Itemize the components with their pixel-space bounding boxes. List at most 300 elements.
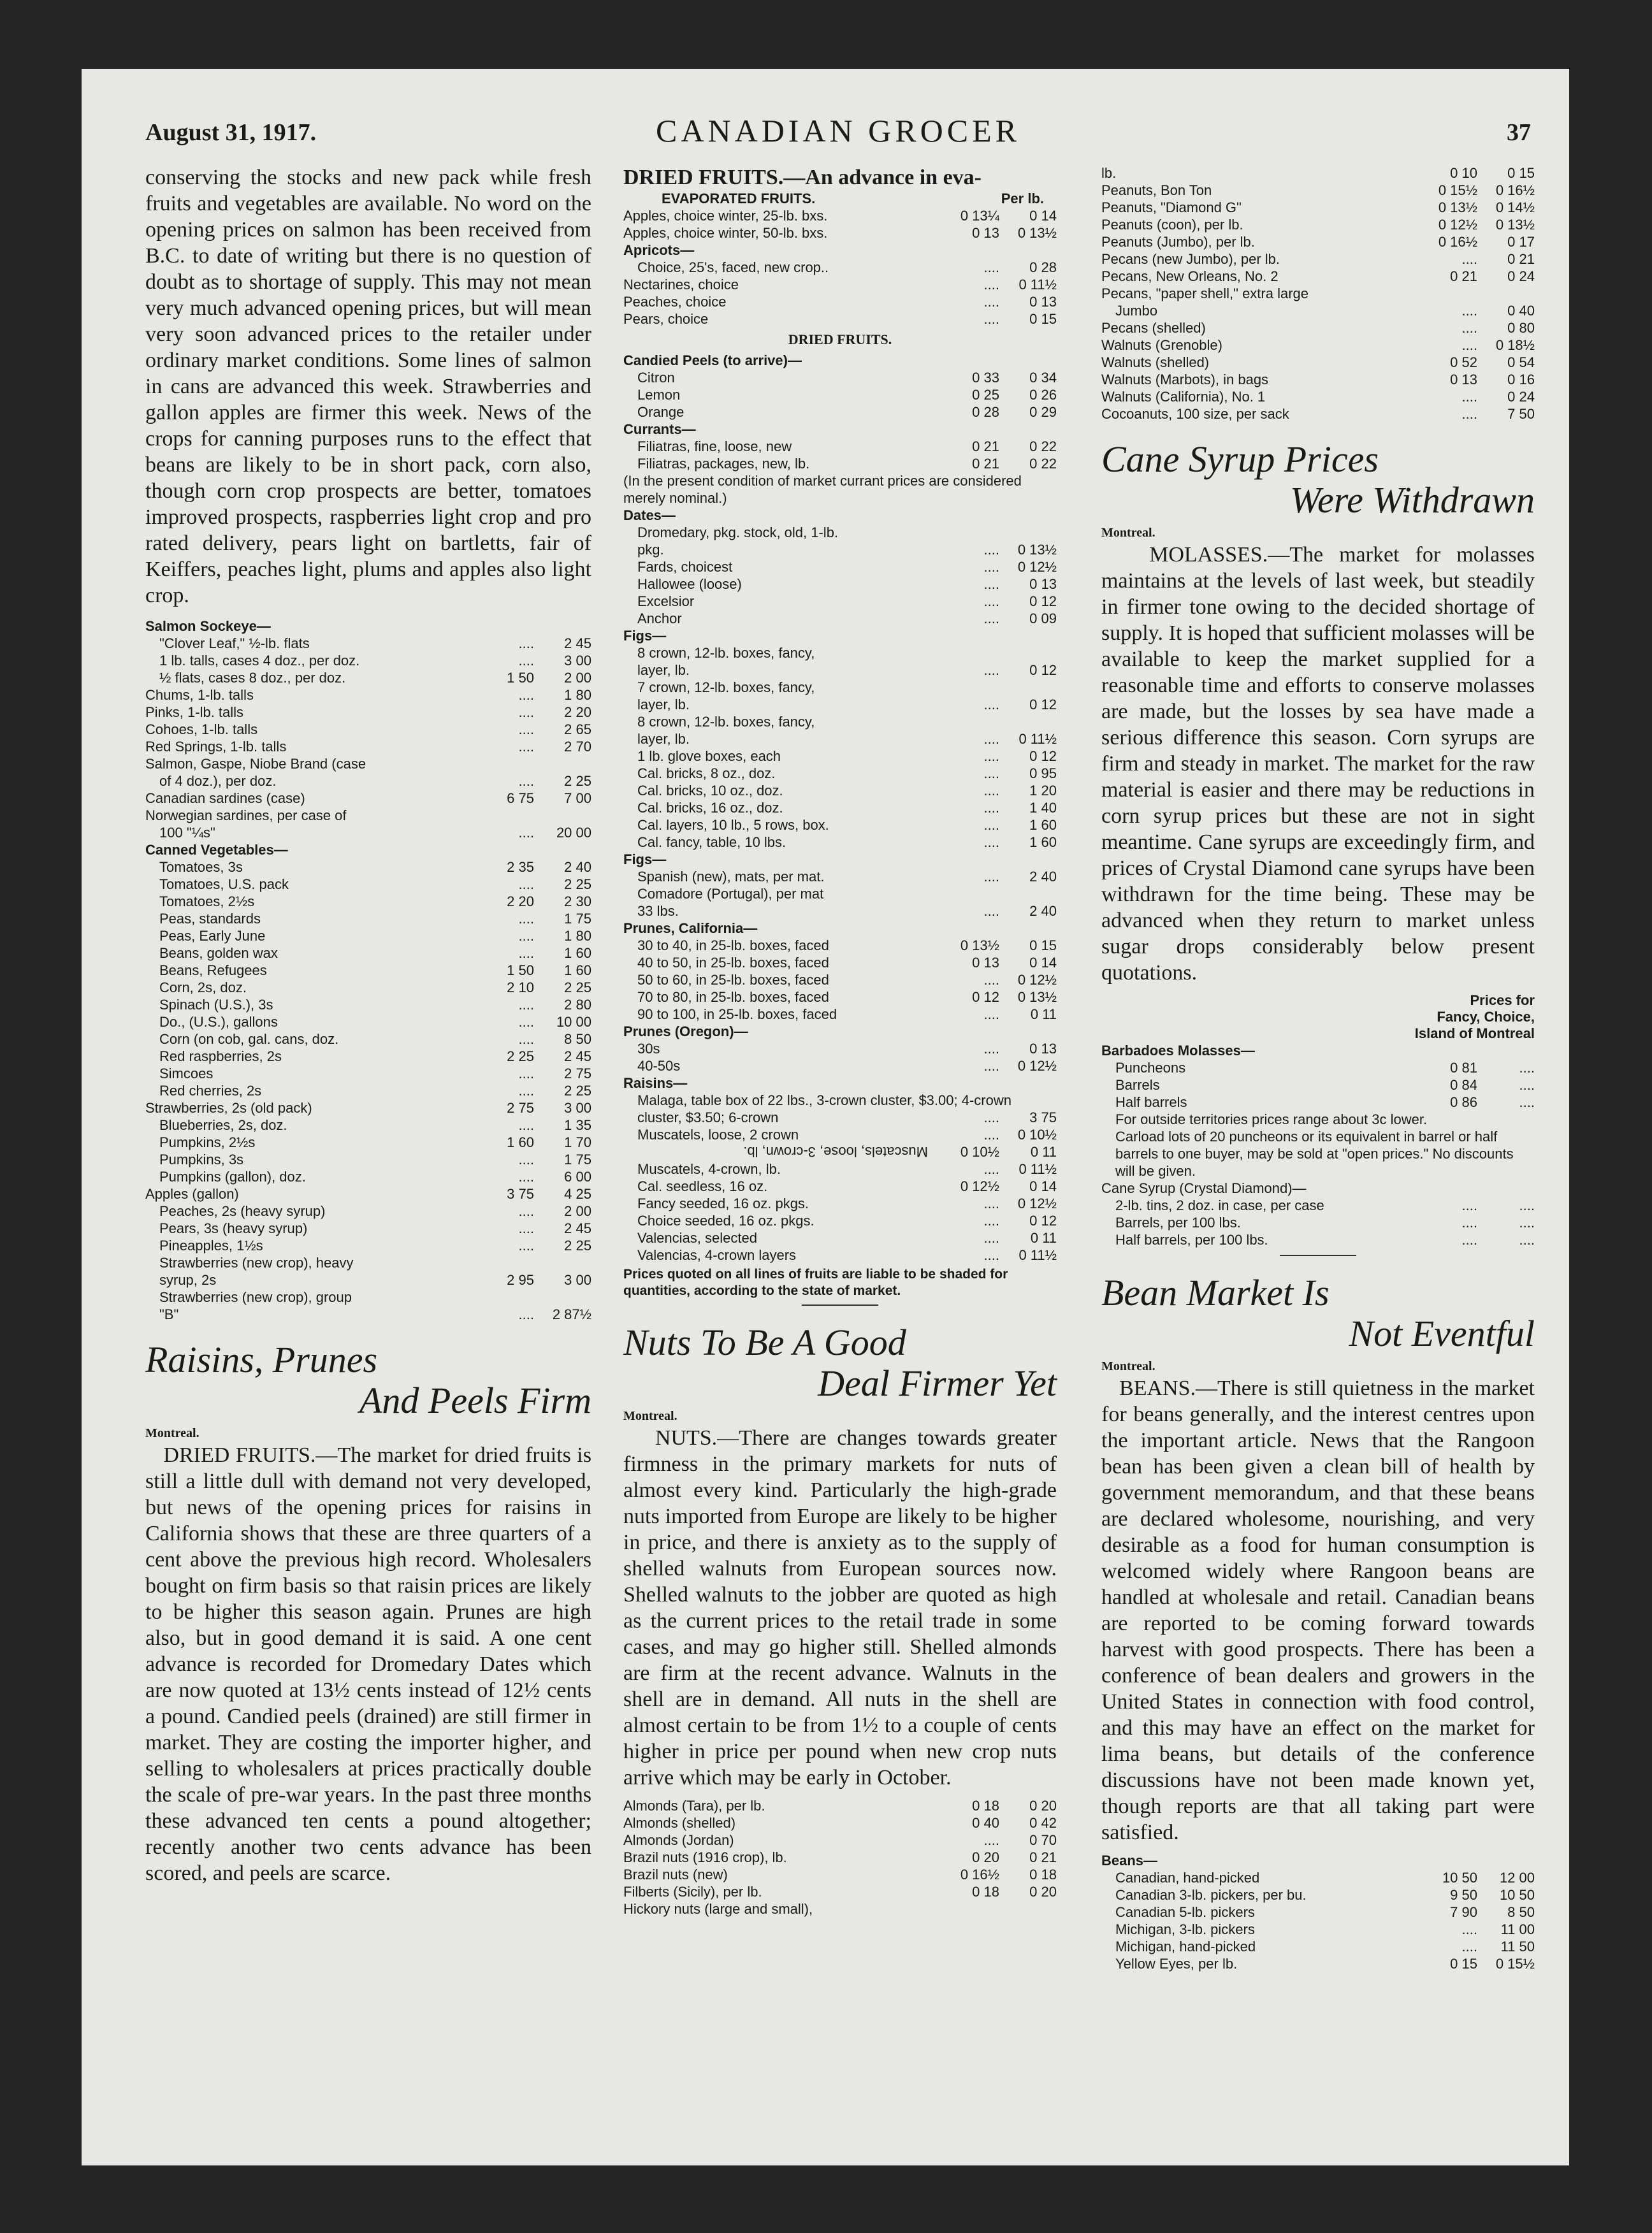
price-low: .... <box>518 1152 534 1167</box>
item-name: Cal. seedless, 16 oz. <box>637 1178 768 1194</box>
dried-fruits-price-list <box>623 352 1057 1264</box>
price-high <box>999 524 1057 541</box>
price-row <box>145 669 591 686</box>
item-name: Pinks, 1-lb. talls <box>145 704 244 720</box>
item-name: Apples (gallon) <box>145 1186 239 1202</box>
price-high: 11 50 <box>1500 1939 1535 1955</box>
price-low: .... <box>983 1247 999 1263</box>
item-name: Brazil nuts (1916 crop), lb. <box>623 1849 787 1865</box>
price-row <box>623 1212 1057 1229</box>
item-name: Yellow Eyes, per lb. <box>1115 1956 1238 1972</box>
item-name: Pecans (shelled) <box>1101 320 1206 336</box>
item-name: Peaches, 2s (heavy syrup) <box>159 1203 326 1219</box>
price-low <box>942 885 999 902</box>
price-high <box>999 1900 1057 1918</box>
price-high: 0 29 <box>1029 404 1057 420</box>
price-row <box>145 790 591 807</box>
price-row <box>145 652 591 669</box>
nuts-price-list <box>623 1797 1057 1918</box>
price-high: 0 11 <box>1030 1230 1057 1246</box>
nuts-article: NUTS.—There are changes towards greater firmness in the primary markets for nuts of almost every kind. Particularly the high-grade nuts imported from Europe are likely to be higher in price, and there is anxiety as to the supply of shelled walnuts from European sources now. Shelled walnuts to the jobber are quoted as high as the current prices to the retail trade in some cases, and may go higher still. Shelled almonds are firm at the recent advance. Walnuts in the shell are in demand. All nuts in the shell are almost certain to be from 1½ to a couple of cents higher in price per pound when new crop nuts arrive which may be early in October. <box>623 1426 1057 1789</box>
item-name: Peanuts, Bon Ton <box>1101 182 1212 198</box>
item-name: Malaga, table box of 22 lbs., 3-crown cluster, $3.00; 4-crown <box>637 1092 1011 1108</box>
price-low: 0 13½ <box>1438 199 1477 215</box>
price-low: 0 21 <box>972 456 999 472</box>
price-high: 0 13½ <box>1017 225 1057 241</box>
divider <box>802 1304 878 1306</box>
item-name: Carload lots of 20 puncheons or its equivalent in barrel or half barrels to one buyer, may be sold at "open prices." No discounts will be given. <box>1115 1129 1514 1179</box>
price-low: .... <box>983 1127 999 1143</box>
price-row <box>1101 354 1535 371</box>
price-low: 2 75 <box>507 1100 534 1116</box>
price-row <box>623 816 1057 834</box>
item-name: Hickory nuts (large and small), <box>623 1901 813 1917</box>
price-high: .... <box>1519 1232 1535 1248</box>
evaporated-fruits-heading: EVAPORATED FRUITS. <box>662 191 816 206</box>
item-name: Half barrels, per 100 lbs. <box>1115 1232 1268 1248</box>
price-low: 0 40 <box>972 1815 999 1831</box>
price-high: 0 12½ <box>1017 1058 1057 1074</box>
price-high: 0 21 <box>1507 251 1535 267</box>
item-name: Prunes (Oregon)— <box>623 1023 748 1039</box>
price-high: 0 11 <box>1030 1006 1057 1022</box>
item-name: Walnuts (shelled) <box>1101 354 1210 370</box>
price-low: 0 18 <box>972 1884 999 1900</box>
price-low: .... <box>1461 251 1477 267</box>
price-note: Prices quoted on all lines of fruits are liable to be shaded for quantities, according to the state of market. <box>623 1267 1008 1298</box>
price-low: .... <box>983 731 999 747</box>
price-high: 2 30 <box>564 893 591 909</box>
price-high: 0 15½ <box>1495 1956 1535 1972</box>
price-row <box>623 644 1057 661</box>
price-high: 0 20 <box>1029 1798 1057 1814</box>
price-high: 4 25 <box>564 1186 591 1202</box>
price-row <box>623 696 1057 713</box>
item-name: Nectarines, choice <box>623 277 739 293</box>
price-row <box>1101 182 1535 199</box>
price-high: 8 50 <box>1507 1904 1535 1920</box>
price-row <box>145 618 591 635</box>
price-low: 0 16½ <box>960 1867 999 1883</box>
item-name: Almonds (Tara), per lb. <box>623 1798 765 1814</box>
price-row <box>623 524 1057 541</box>
price-low: .... <box>983 1161 999 1177</box>
price-row <box>623 834 1057 851</box>
item-name: 70 to 80, in 25-lb. boxes, faced <box>637 989 829 1005</box>
price-row <box>623 1797 1057 1814</box>
price-low: .... <box>1461 320 1477 336</box>
price-high: 0 12 <box>1029 1213 1057 1229</box>
item-name: Spinach (U.S.), 3s <box>159 997 273 1013</box>
price-high: 1 80 <box>564 687 591 703</box>
price-low: 7 90 <box>1450 1904 1477 1920</box>
price-high: 20 00 <box>556 825 591 841</box>
item-name: Filberts (Sicily), per lb. <box>623 1884 762 1900</box>
price-row <box>623 403 1057 421</box>
newspaper-page <box>82 69 1569 2165</box>
item-name: Walnuts (California), No. 1 <box>1101 389 1266 405</box>
item-name: Pecans, New Orleans, No. 2 <box>1101 268 1279 284</box>
price-low <box>942 627 999 644</box>
price-row <box>145 1013 591 1030</box>
item-name: Apples, choice winter, 50-lb. bxs. <box>623 225 828 241</box>
price-low: .... <box>983 697 999 712</box>
price-row <box>623 1883 1057 1900</box>
dateline: Montreal. <box>1101 1359 1156 1373</box>
price-high: 2 25 <box>564 1238 591 1254</box>
price-high: 7 50 <box>1507 406 1535 422</box>
item-name: Chums, 1-lb. talls <box>145 687 254 703</box>
item-name: Cane Syrup (Crystal Diamond)— <box>1101 1180 1307 1196</box>
price-high: 2 70 <box>564 739 591 755</box>
price-row <box>623 276 1057 293</box>
price-low: 0 33 <box>972 370 999 386</box>
price-row <box>623 352 1057 369</box>
price-low: 0 25 <box>972 387 999 403</box>
item-name: Cohoes, 1-lb. talls <box>145 721 258 737</box>
price-row <box>1101 1197 1535 1214</box>
dried-fruits-subheading: DRIED FRUITS. <box>788 331 892 347</box>
item-name: Orange <box>637 404 685 420</box>
price-high: 0 26 <box>1029 387 1057 403</box>
price-high: 2 40 <box>1029 869 1057 885</box>
price-low <box>942 1023 999 1040</box>
price-row <box>145 1099 591 1116</box>
price-row <box>1101 1128 1535 1180</box>
price-high: 1 20 <box>1029 783 1057 799</box>
price-row <box>1101 1869 1535 1886</box>
price-row <box>1101 233 1535 250</box>
price-row <box>145 996 591 1013</box>
price-high: 0 12 <box>1029 748 1057 764</box>
price-row <box>623 971 1057 988</box>
price-low <box>942 524 999 541</box>
price-row <box>145 1271 591 1289</box>
item-name: Red cherries, 2s <box>159 1083 262 1099</box>
item-name: Tomatoes, 2½s <box>159 893 255 909</box>
price-row <box>1101 1059 1535 1076</box>
price-row <box>1101 1852 1535 1869</box>
price-row <box>145 910 591 927</box>
item-name: of 4 doz.), per doz. <box>159 773 277 789</box>
item-name: Anchor <box>637 611 682 626</box>
item-name: 40 to 50, in 25-lb. boxes, faced <box>637 955 829 971</box>
price-row <box>623 1126 1057 1143</box>
item-name: Cal. fancy, table, 10 lbs. <box>637 834 786 850</box>
price-high: 1 60 <box>564 962 591 978</box>
price-high <box>534 1289 591 1306</box>
price-row <box>623 1832 1057 1849</box>
item-name: Beans, golden wax <box>159 945 278 961</box>
issue-date: August 31, 1917. <box>145 119 317 146</box>
price-row <box>1101 1042 1535 1059</box>
price-row <box>145 1082 591 1099</box>
price-high: 1 60 <box>1029 834 1057 850</box>
price-low: 0 28 <box>972 404 999 420</box>
column-3 <box>1101 164 1535 1972</box>
price-high: 3 00 <box>564 653 591 668</box>
item-name: Choice seeded, 16 oz. pkgs. <box>637 1213 815 1229</box>
price-row <box>1101 1938 1535 1955</box>
price-low: .... <box>518 1169 534 1185</box>
price-row <box>145 1065 591 1082</box>
item-name: Cocoanuts, 100 size, per sack <box>1101 406 1289 422</box>
item-name: Peanuts (Jumbo), per lb. <box>1101 234 1255 250</box>
price-low <box>942 920 999 937</box>
item-name: layer, lb. <box>637 731 690 747</box>
price-row <box>623 1057 1057 1074</box>
price-high: 0 14 <box>1029 1178 1057 1194</box>
price-row <box>623 868 1057 885</box>
price-high <box>999 1074 1057 1092</box>
price-low: .... <box>983 783 999 799</box>
price-low: .... <box>1461 1921 1477 1937</box>
price-high <box>534 618 591 635</box>
canned-goods-price-list <box>145 618 591 1323</box>
item-name: Figs— <box>623 851 667 867</box>
price-low: 0 81 <box>1450 1060 1477 1076</box>
price-high: 0 15 <box>1507 165 1535 181</box>
price-low: .... <box>983 1230 999 1246</box>
price-row <box>623 310 1057 328</box>
price-low: .... <box>518 928 534 944</box>
item-name: Walnuts (Marbots), in bags <box>1101 372 1269 387</box>
price-low: .... <box>1461 1232 1477 1248</box>
evaporated-fruits-price-list <box>623 207 1057 328</box>
price-row <box>145 1116 591 1134</box>
price-low: 2 10 <box>507 979 534 995</box>
item-name: "B" <box>159 1306 179 1322</box>
price-low: .... <box>983 1196 999 1211</box>
price-high: 0 12 <box>1029 697 1057 712</box>
price-low: .... <box>518 1306 534 1322</box>
price-low: 0 20 <box>972 1849 999 1865</box>
price-high: 8 50 <box>564 1031 591 1047</box>
price-low: .... <box>1461 389 1477 405</box>
price-high: 2 20 <box>564 704 591 720</box>
price-row <box>623 1092 1057 1109</box>
price-row <box>623 1109 1057 1126</box>
price-high: 2 25 <box>564 1083 591 1099</box>
item-name: Barrels, per 100 lbs. <box>1115 1215 1241 1231</box>
price-row <box>145 1220 591 1237</box>
item-name: Cal. bricks, 8 oz., doz. <box>637 765 776 781</box>
price-low: .... <box>983 1058 999 1074</box>
price-row <box>623 1247 1057 1264</box>
price-row <box>623 851 1057 868</box>
price-high: 0 14½ <box>1495 199 1535 215</box>
item-name: Peanuts, "Diamond G" <box>1101 199 1242 215</box>
price-high: 0 11½ <box>1018 1161 1057 1177</box>
item-name: 1 lb. talls, cases 4 doz., per doz. <box>159 653 360 668</box>
price-high: 2 80 <box>564 997 591 1013</box>
price-high: 2 45 <box>564 1048 591 1064</box>
price-low: .... <box>983 277 999 293</box>
price-high: 0 16 <box>1507 372 1535 387</box>
price-high: 2 25 <box>564 876 591 892</box>
price-row <box>145 772 591 790</box>
price-low: 2 95 <box>507 1272 534 1288</box>
price-high: 0 14 <box>1029 208 1057 224</box>
price-high: 1 35 <box>564 1117 591 1133</box>
price-row <box>623 765 1057 782</box>
price-high: 0 11 <box>1030 1144 1057 1160</box>
item-name: Corn (on cob, gal. cans, doz. <box>159 1031 339 1047</box>
price-low: 0 10 <box>1450 165 1477 181</box>
price-row <box>145 1237 591 1254</box>
price-high: 7 00 <box>564 790 591 806</box>
item-name: Valencias, selected <box>637 1230 757 1246</box>
price-low: .... <box>518 687 534 703</box>
price-low: 0 15 <box>1450 1956 1477 1972</box>
item-name: 40-50s <box>637 1058 681 1074</box>
price-high: 0 10½ <box>1017 1127 1057 1143</box>
price-low: .... <box>518 1014 534 1030</box>
price-low: .... <box>983 294 999 310</box>
price-row <box>623 421 1057 438</box>
price-row <box>145 704 591 721</box>
price-row <box>623 1023 1057 1040</box>
item-name: Red Springs, 1-lb. talls <box>145 739 287 755</box>
price-high <box>999 627 1057 644</box>
price-row <box>623 902 1057 920</box>
price-low <box>1420 285 1477 302</box>
price-row <box>145 1289 591 1306</box>
price-low: .... <box>983 559 999 575</box>
price-low: .... <box>983 1213 999 1229</box>
price-high: 0 16½ <box>1495 182 1535 198</box>
item-name: Apples, choice winter, 25-lb. bxs. <box>623 208 828 224</box>
item-name: 30s <box>637 1041 660 1057</box>
item-name: Filiatras, packages, new, lb. <box>637 456 810 472</box>
price-low: .... <box>518 1066 534 1081</box>
item-name: Fards, choicest <box>637 559 733 575</box>
divider <box>1280 1255 1356 1256</box>
price-row <box>1101 250 1535 268</box>
price-row <box>623 541 1057 558</box>
item-name: Michigan, 3-lb. pickers <box>1115 1921 1255 1937</box>
price-row <box>1101 1180 1535 1197</box>
item-name: lb. <box>1101 165 1117 181</box>
price-high: 2 25 <box>564 773 591 789</box>
item-name: Muscatels, loose, 2 crown <box>637 1127 799 1143</box>
item-name: 7 crown, 12-lb. boxes, fancy, <box>637 679 815 695</box>
price-low: .... <box>983 311 999 327</box>
price-row <box>1101 1904 1535 1921</box>
price-row <box>1101 164 1535 182</box>
price-low: .... <box>983 1832 999 1848</box>
price-low <box>942 644 999 661</box>
item-name: Dromedary, pkg. stock, old, 1-lb. <box>637 524 839 540</box>
price-high <box>999 242 1057 259</box>
price-high <box>999 421 1057 438</box>
column-1 <box>145 164 591 1886</box>
price-row <box>1101 319 1535 336</box>
price-high <box>534 755 591 772</box>
item-name: Barbadoes Molasses— <box>1101 1043 1255 1059</box>
price-low: .... <box>983 800 999 816</box>
price-row <box>145 721 591 738</box>
price-high <box>999 713 1057 730</box>
price-low <box>942 352 999 369</box>
price-row <box>623 1195 1057 1212</box>
item-name: Pears, choice <box>623 311 709 327</box>
price-row <box>1101 336 1535 354</box>
item-name: layer, lb. <box>637 697 690 712</box>
price-low: .... <box>1461 1197 1477 1213</box>
price-high: 2 25 <box>564 979 591 995</box>
price-low: .... <box>518 739 534 755</box>
price-low: .... <box>518 911 534 927</box>
price-low: .... <box>1461 406 1477 422</box>
price-low: 10 50 <box>1442 1870 1477 1886</box>
item-name: Citron <box>637 370 675 386</box>
price-row <box>623 455 1057 472</box>
item-name: (In the present condition of market currant prices are considered merely nominal.) <box>623 473 1022 506</box>
item-name: For outside territories prices range about 3c lower. <box>1115 1111 1428 1127</box>
price-high <box>534 807 591 824</box>
price-row <box>623 1229 1057 1247</box>
price-high: 0 54 <box>1507 354 1535 370</box>
item-name: Pecans, "paper shell," extra large <box>1101 285 1309 301</box>
item-name: Strawberries (new crop), group <box>159 1289 352 1305</box>
price-low: 0 12 <box>972 989 999 1005</box>
price-low <box>1420 1180 1477 1197</box>
dateline: Montreal. <box>1101 526 1156 540</box>
price-low: .... <box>1461 1939 1477 1955</box>
price-row <box>623 713 1057 730</box>
price-high <box>534 841 591 858</box>
price-high <box>534 1254 591 1271</box>
masthead: CANADIAN GROCER <box>656 113 1020 148</box>
price-high: 0 12½ <box>1017 1196 1057 1211</box>
price-row <box>1101 199 1535 216</box>
price-low <box>477 807 534 824</box>
item-name: Pineapples, 1½s <box>159 1238 263 1254</box>
price-low: 0 21 <box>972 438 999 454</box>
price-low <box>942 679 999 696</box>
price-row <box>623 1866 1057 1883</box>
price-high: .... <box>1519 1215 1535 1231</box>
price-high: 1 60 <box>564 945 591 961</box>
price-high <box>999 1023 1057 1040</box>
price-row <box>1101 216 1535 233</box>
price-high: 0 11½ <box>1018 277 1057 293</box>
item-name: Pumpkins, 2½s <box>159 1134 256 1150</box>
item-name: Peas, Early June <box>159 928 266 944</box>
price-low <box>477 841 534 858</box>
dried-fruits-article: DRIED FRUITS.—The market for dried fruits is still a little dull with demand not very developed, but news of the opening prices for raisins in California shows that these are three quarters of a cent above the previous high record. Wholesalers bought on firm basis so that raisin prices are likely to be higher this season again. Prunes are high also, but in good demand it is said. A one cent advance is recorded for Dromedary Dates which are now quoted at 13½ cents instead of 12½ cents a pound. Candied peels (drained) are still firmer in market. They are costing the importer higher, and selling to wholesalers at prices practically double the scale of pre-war years. In the past three months these advanced ten cents a pound altogether; recently another two cents advance has been scored, and peels are scarce. <box>145 1443 591 1885</box>
price-high: 0 22 <box>1029 456 1057 472</box>
item-name: Choice, 25's, faced, new crop.. <box>637 259 829 275</box>
price-high: 10 00 <box>556 1014 591 1030</box>
price-high <box>1477 285 1535 302</box>
item-name: Muscatels, 4-crown, lb. <box>637 1161 781 1177</box>
price-low: .... <box>518 653 534 668</box>
price-row <box>145 979 591 996</box>
price-low: .... <box>518 773 534 789</box>
price-row <box>1101 1886 1535 1904</box>
price-row <box>623 386 1057 403</box>
price-row <box>1101 388 1535 405</box>
item-name: Brazil nuts (new) <box>623 1867 728 1883</box>
price-low: .... <box>983 817 999 833</box>
item-name: Canadian 3-lb. pickers, per bu. <box>1115 1887 1307 1903</box>
item-name: Beans— <box>1101 1853 1158 1868</box>
price-row <box>145 893 591 910</box>
price-high: 11 00 <box>1500 1921 1535 1937</box>
price-row <box>1101 1231 1535 1248</box>
